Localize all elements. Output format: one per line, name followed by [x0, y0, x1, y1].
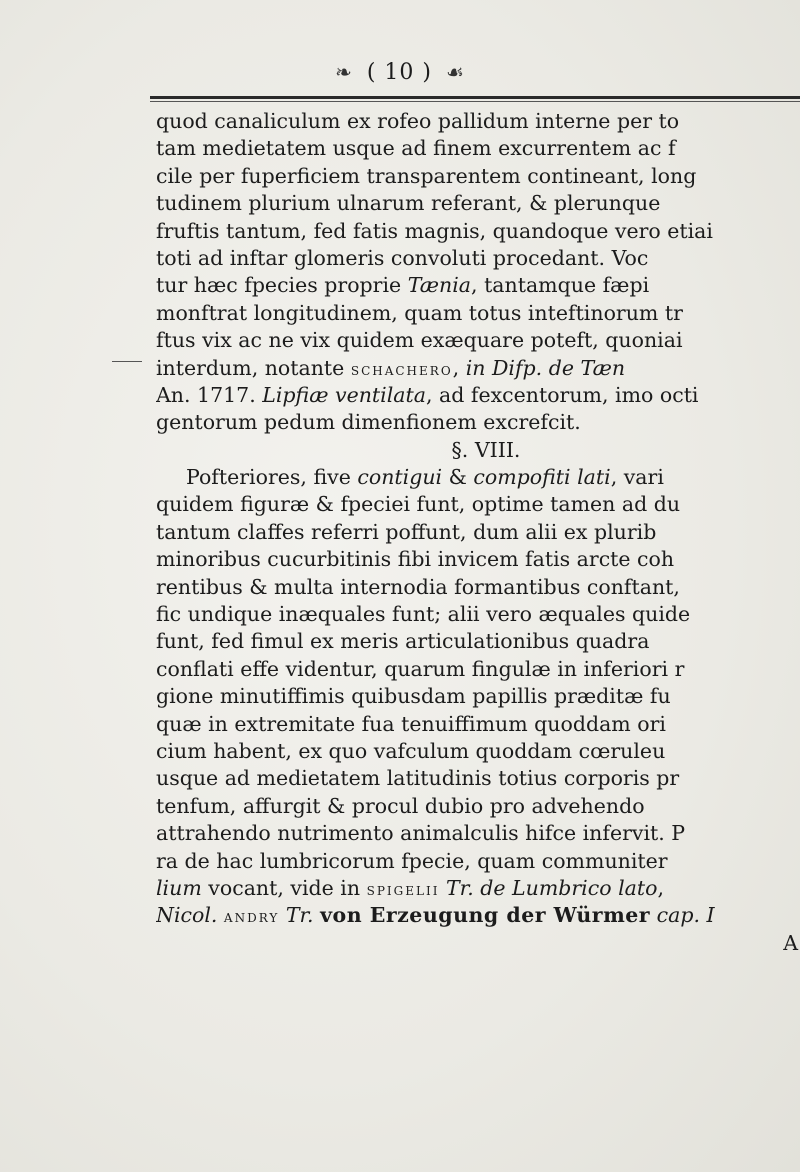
text-segment: interdum, notante [156, 355, 345, 380]
header-rule-thin [150, 101, 800, 102]
text-line: quod canaliculum ex rofeo pallidum interne per to [156, 109, 680, 133]
ornament-left-icon: ❧ [335, 60, 353, 84]
author-andry: andry [223, 907, 280, 928]
text-line: toti ad inftar glomeris convoluti procedant. Voc [156, 245, 649, 270]
text-line: attrahendo nutrimento animalculis hifce infervit. P [156, 821, 686, 846]
text-line: funt, fed fimul ex meris articulationibus quadra [156, 629, 650, 654]
text-line: ra de hac lumbricorum fpecie, quam communiter [156, 848, 668, 873]
citation-dissp: in Difp. de Tæn [465, 355, 626, 380]
author-spigelii: spigelii [366, 879, 440, 900]
text-line: quæ in extremitate fua tenuiffimum quoddam ori [156, 711, 666, 736]
text-line: fruftis tantum, fed fatis magnis, quandoque vero etiai [156, 218, 713, 243]
text-segment: , vari [610, 465, 664, 490]
text-line: lium vocant, vide in spigelii Tr. de Lumbrico lato, [156, 875, 664, 900]
text-line [156, 464, 800, 491]
text-segment: Pofteriores, five [186, 465, 351, 490]
text-line [156, 382, 800, 409]
citation-tr: Tr. [285, 903, 314, 928]
text-line [156, 272, 800, 299]
text-segment: An. 1717. [156, 382, 256, 407]
page-number: ( 10 ) [366, 60, 432, 85]
text-line: tam medietatem usque ad finem excurrentem ac f [156, 136, 676, 161]
section-heading: §. VIII. [451, 437, 521, 462]
citation-cap: cap. I [656, 903, 715, 928]
taenia-term: Tænia [407, 273, 472, 298]
text-line: gentorum pedum dimenfionem excrefcit. [156, 410, 581, 435]
text-line: gione minutiffimis quibusdam papillis præditæ fu [156, 684, 671, 709]
text-line: tenfum, affurgit & procul dubio pro advehendo [156, 793, 645, 818]
text-segment: , ad fexcentorum, imo octi [425, 382, 699, 407]
text-line: rentibus & multa internodia formantibus conftant, [156, 574, 680, 599]
citation-lumbrico: Tr. de Lumbrico lato [445, 875, 658, 900]
term-lium: lium [156, 875, 202, 900]
ornament-right-icon: ☙ [445, 60, 465, 84]
text-line [156, 902, 800, 929]
term-compositi: compofiti lati [473, 465, 611, 490]
body-text [156, 108, 800, 957]
text-line: conflati effe videntur, quarum fingulæ in inferiori r [156, 656, 685, 681]
text-line: tantum claffes referri poffunt, dum alii ex plurib [156, 519, 657, 544]
text-line: ftus vix ac ne vix quidem exæquare poteft, quoniai [156, 328, 683, 353]
citation-lipsiae: Lipfiæ ventilata [262, 382, 426, 407]
page-header [0, 60, 800, 85]
text-line: cile per fuperficiem transparentem contineant, long [156, 163, 697, 188]
term-contigui: contigui [357, 465, 443, 490]
text-segment: vocant, vide in [208, 875, 361, 900]
margin-mark [112, 361, 142, 362]
text-line: usque ad medietatem latitudinis totius corporis pr [156, 766, 680, 791]
author-schachero: schachero [350, 359, 453, 380]
text-line: minoribus cucurbitinis fibi invicem fatis arcte coh [156, 547, 675, 572]
author-nicol: Nicol. [156, 903, 218, 928]
text-line: monftrat longitudinem, quam totus inteftinorum tr [156, 300, 683, 325]
german-title: von Erzeugung der Würmer [320, 903, 651, 928]
text-line: interdum, notante schachero, in Difp. de Tæn [156, 355, 626, 380]
text-segment: & [448, 465, 467, 490]
catchword: A [783, 930, 798, 955]
text-line: quidem figuræ & fpeciei funt, optime tamen ad du [156, 492, 681, 517]
text-line: fic undique inæquales funt; alii vero æquales quide [156, 602, 691, 627]
text-segment: tur hæc fpecies proprie [156, 273, 402, 298]
header-rule [150, 96, 800, 99]
text-line: tudinem plurium ulnarum referant, & plerunque [156, 191, 661, 216]
text-line: cium habent, ex quo vafculum quoddam cœruleu [156, 738, 666, 763]
text-segment: , tantamque fæpi [471, 273, 650, 298]
